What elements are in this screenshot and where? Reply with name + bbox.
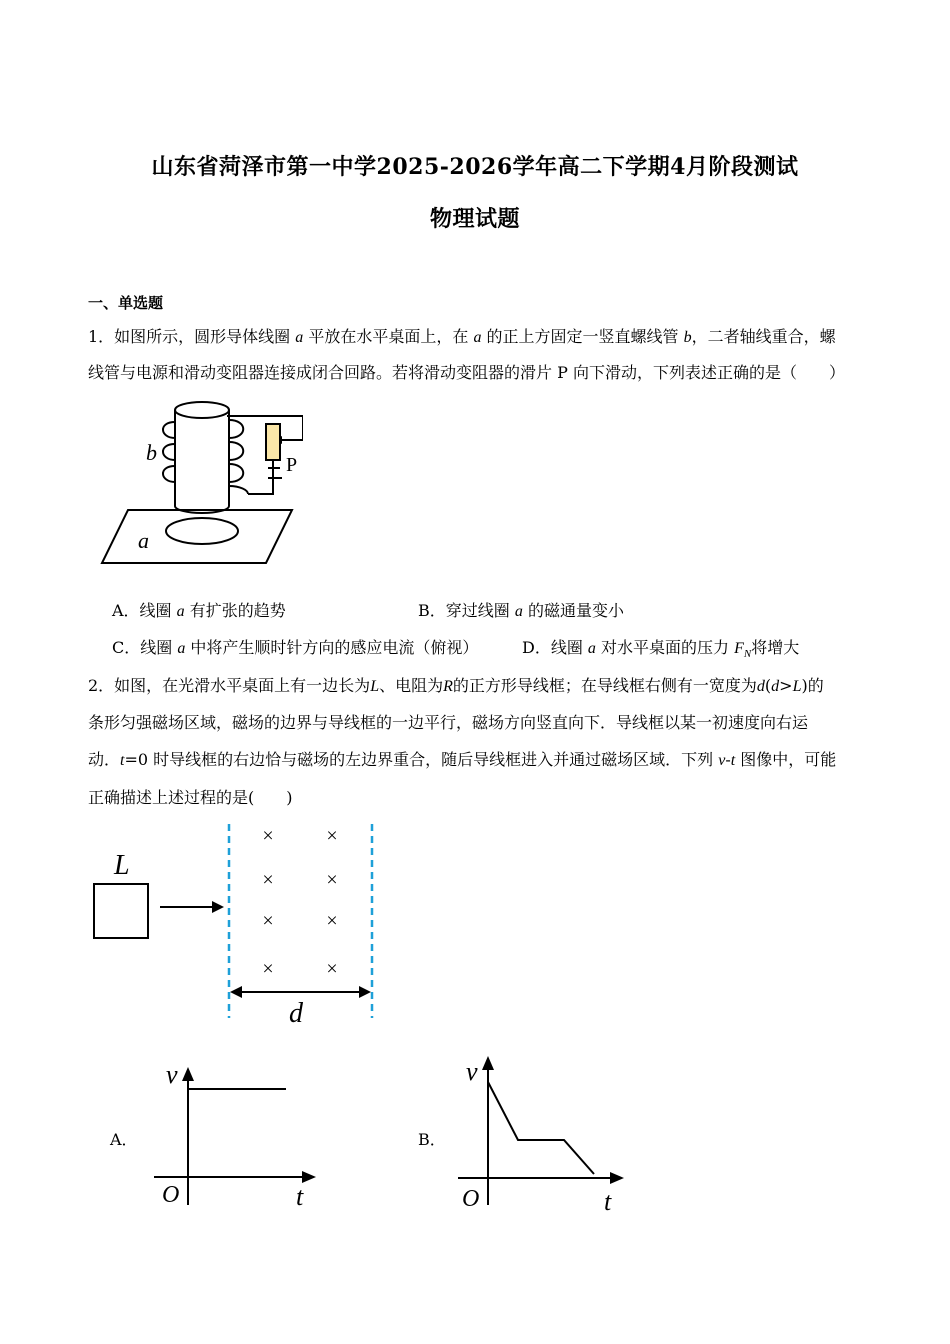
svg-text:×: ×	[326, 825, 338, 847]
svg-text:×: ×	[326, 869, 338, 891]
q2-graph-a	[150, 1055, 325, 1215]
q2-text-line3: 动．t=0 时导线框的右边恰与磁场的左边界重合，随后导线框进入并通过磁场区域．下列 v-t 图像中，可能	[88, 750, 837, 769]
q2-text-line4: 正确描述上述过程的是( )	[88, 788, 293, 807]
svg-text:×: ×	[326, 910, 338, 932]
graph-a-origin-label: O	[162, 1182, 180, 1208]
graph-a-t-axis-label: t	[296, 1182, 304, 1211]
svg-text:×: ×	[262, 910, 274, 932]
velocity-arrow-icon	[212, 901, 224, 913]
q2-option-a[interactable]: A．	[110, 1130, 138, 1149]
square-loop	[94, 884, 148, 938]
q2-option-b[interactable]: B．	[418, 1130, 446, 1149]
svg-text:×: ×	[262, 825, 274, 847]
svg-text:×: ×	[262, 869, 274, 891]
q1-option-b[interactable]: B．穿过线圈 a 的磁通量变小	[418, 601, 624, 620]
q1-solenoid-figure	[98, 398, 303, 568]
coil-label: a	[138, 528, 149, 553]
slider-label: P	[286, 454, 298, 476]
q1-text-line2: 线管与电源和滑动变阻器连接成闭合回路。若将滑动变阻器的滑片 P 向下滑动，下列表述正确的是（ ）	[88, 363, 845, 382]
q1-option-d[interactable]: D．线圈 a 对水平桌面的压力 $F_N$将增大	[522, 638, 800, 661]
graph-a-v-axis-label: v	[166, 1060, 178, 1089]
q1-option-a[interactable]: A．线圈 a 有扩张的趋势	[112, 601, 286, 620]
q2-graph-b	[452, 1050, 632, 1215]
graph-b-t-axis-label: t	[604, 1187, 612, 1215]
graph-b-curve	[488, 1082, 594, 1174]
field-crosses	[262, 825, 337, 980]
side-length-label: L	[114, 850, 130, 881]
page-subtitle: 物理试题	[429, 206, 520, 232]
solenoid-label: b	[146, 440, 157, 465]
section-heading: 一、单选题	[88, 294, 164, 312]
graph-b-origin-label: O	[462, 1186, 480, 1212]
svg-text:×: ×	[262, 958, 274, 980]
field-width-label: d	[289, 998, 303, 1029]
svg-text:×: ×	[326, 958, 338, 980]
q2-text-line2: 条形匀强磁场区域，磁场的边界与导线框的一边平行，磁场方向竖直向下．导线框以某一初速度向右运	[88, 713, 809, 732]
q1-text-line1: 1．如图所示，圆形导体线圈 a 平放在水平桌面上，在 a 的正上方固定一竖直螺线管 b，二者轴线重合，螺	[88, 327, 836, 346]
page-title: 山东省菏泽市第一中学2025-2026学年高二下学期4月阶段测试	[151, 154, 799, 180]
q2-text-line1: 2．如图，在光滑水平桌面上有一边长为L、电阻为R的正方形导线框；在导线框右侧有一宽度为d(d>L)的	[88, 676, 824, 695]
graph-b-v-axis-label: v	[466, 1057, 478, 1086]
q1-option-c[interactable]: C．线圈 a 中将产生顺时针方向的感应电流（俯视）	[112, 638, 479, 657]
q2-magnetic-field-figure	[88, 820, 388, 1030]
